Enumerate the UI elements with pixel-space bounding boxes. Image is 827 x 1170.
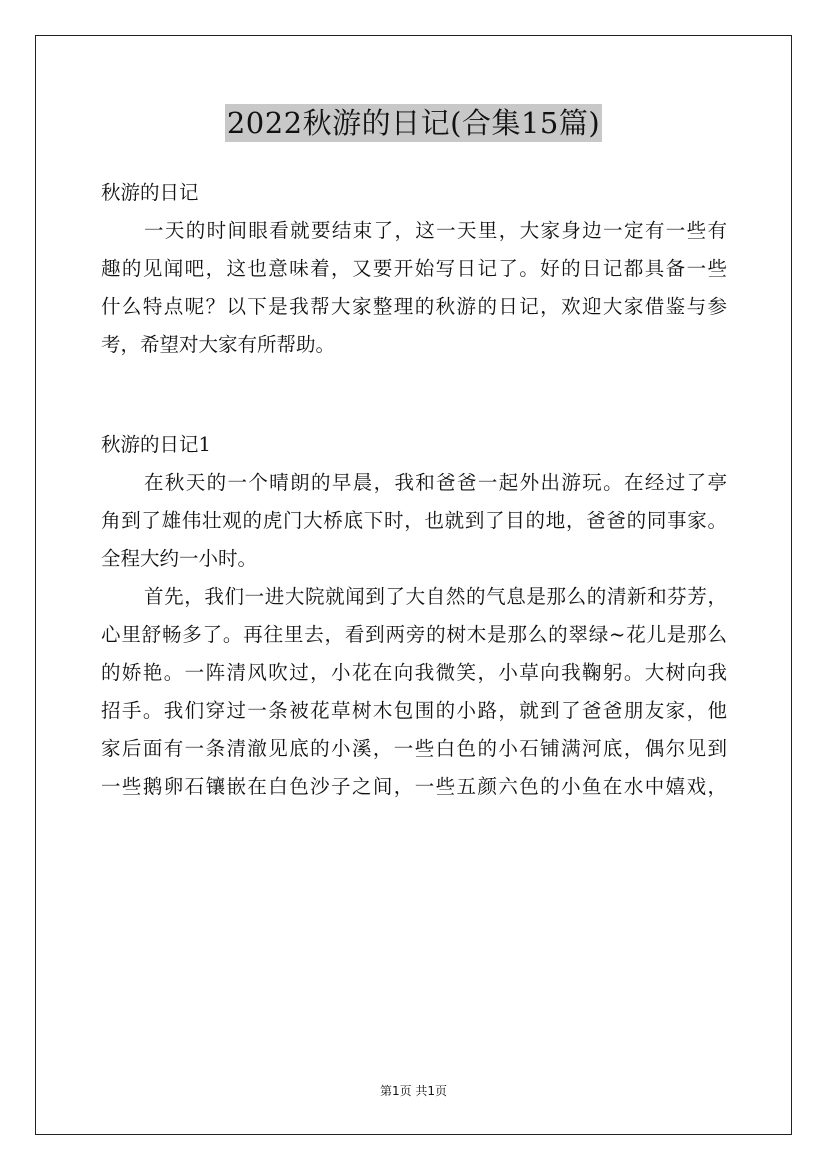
intro-line: 趣的见闻吧，这也意味着，又要开始写日记了。好的日记都具备一些 (101, 257, 727, 280)
para2-line: 家后面有一条清澈见底的小溪，一些白色的小石铺满河底，偶尔见到 (101, 737, 727, 760)
para2-line: 心里舒畅多了。再往里去，看到两旁的树木是那么的翠绿~花儿是那么 (101, 623, 727, 646)
section1-heading: 秋游的日记1 (101, 433, 211, 456)
document-title: 2022秋游的日记(合集15篇) (226, 106, 601, 140)
para2-line: 招手。我们穿过一条被花草树木包围的小路，就到了爸爸朋友家，他 (101, 699, 727, 722)
document-body (101, 174, 727, 806)
intro-line: 一天的时间眼看就要结束了，这一天里，大家身边一定有一些有 (144, 219, 727, 242)
para2-line: 的娇艳。一阵清风吹过，小花在向我微笑，小草向我鞠躬。大树向我 (101, 661, 727, 684)
intro-line: 考，希望对大家有所帮助。 (101, 333, 336, 356)
para1-line: 角到了雄伟壮观的虎门大桥底下时，也就到了目的地，爸爸的同事家。 (101, 509, 727, 532)
para2-line: 一些鹅卵石镶嵌在白色沙子之间，一些五颜六色的小鱼在水中嬉戏， (101, 775, 727, 798)
title-wrap (0, 104, 827, 142)
para2-line: 首先，我们一进大院就闻到了大自然的气息是那么的清新和芬芳， (144, 585, 727, 608)
para1-line: 全程大约一小时。 (101, 547, 258, 570)
section-gap (101, 364, 727, 426)
para1-line: 在秋天的一个晴朗的早晨，我和爸爸一起外出游玩。在经过了亭 (144, 471, 727, 494)
intro-heading: 秋游的日记 (101, 181, 199, 204)
page-footer: 第1页 共1页 (379, 1084, 448, 1098)
intro-line: 什么特点呢？以下是我帮大家整理的秋游的日记，欢迎大家借鉴与参 (101, 295, 727, 318)
